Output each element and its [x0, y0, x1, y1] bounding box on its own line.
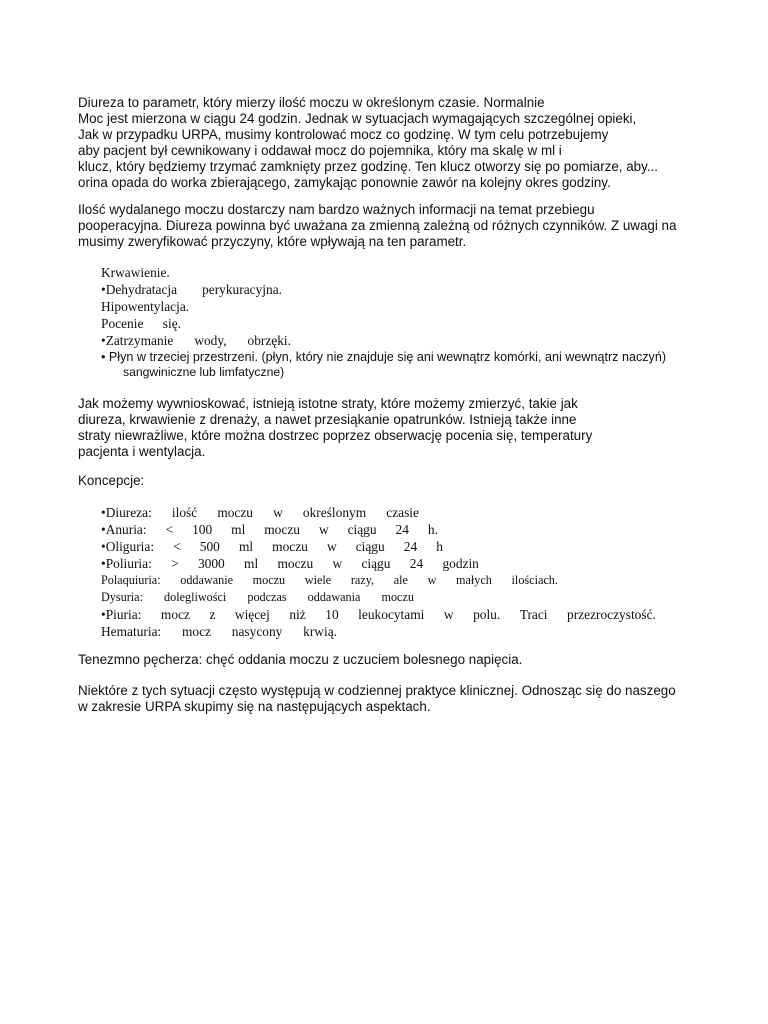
- word: mocz: [182, 624, 212, 639]
- word: h.: [427, 522, 438, 537]
- concept-piuria: [101, 606, 656, 623]
- word: z: [209, 607, 216, 622]
- word: małych: [456, 573, 492, 587]
- word: moczu: [252, 573, 286, 587]
- word: Hematuria:: [101, 624, 162, 639]
- word: czasie: [386, 505, 419, 520]
- list-item: [101, 315, 181, 332]
- word: oddawanie: [180, 573, 234, 587]
- word: Traci: [519, 607, 548, 622]
- text-line: Tenezmno pęcherza: chęć oddania moczu z uczuciem bolesnego napięcia.: [78, 652, 523, 667]
- word: 24: [409, 556, 424, 571]
- text-line: pooperacyjna. Diureza powinna być uważana za zmienną zależną od różnych czynników. Z uwagi na: [78, 218, 677, 233]
- word: ilość: [171, 505, 198, 520]
- causes-list: [101, 264, 721, 380]
- word: 24: [395, 522, 409, 537]
- text-line: klucz, który będziemy trzymać zamknięty przez godzinę. Ten klucz otworzy się po pomiarze, aby...: [78, 159, 658, 174]
- text-line: Jak możemy wywnioskować, istnieją istotne straty, które możemy zmierzyć, takie jak: [78, 396, 578, 411]
- word: Dysuria:: [101, 590, 143, 604]
- word: •Oliguria:: [101, 539, 155, 554]
- word: krwią.: [303, 624, 337, 639]
- word: w: [332, 556, 343, 571]
- word: niż: [289, 607, 306, 622]
- text-line: aby pacjent był cewnikowany i oddawał mocz do pojemnika, który ma skalę w ml i: [78, 143, 562, 158]
- word: ciągu: [355, 539, 385, 554]
- text-line: Niektóre z tych sytuacji często występują w codziennej praktyce klinicznej. Odnosząc się do naszego: [78, 683, 676, 698]
- concept-oliguria: [101, 538, 443, 555]
- word: <: [173, 539, 181, 554]
- concept-polaquiuria: [101, 572, 558, 589]
- word: godzin: [442, 556, 479, 571]
- word: moczu: [264, 522, 300, 537]
- list-item: [101, 281, 282, 298]
- word: Pocenie: [101, 316, 144, 331]
- word: ml: [244, 556, 259, 571]
- word: moczu: [217, 505, 254, 520]
- text-line: Jak w przypadku URPA, musimy kontrolować mocz co godzinę. W tym celu potrzebujemy: [78, 127, 609, 142]
- concepts-list: [101, 504, 721, 640]
- concept-hematuria: [101, 623, 337, 640]
- word: ilościach.: [511, 573, 558, 587]
- text-line: Ilość wydalanego moczu dostarczy nam bardzo ważnych informacji na temat przebiegu: [78, 202, 595, 217]
- concept-anuria: [101, 521, 438, 538]
- text-line: pacjenta i wentylacja.: [78, 444, 206, 459]
- word: •Dehydratacja: [101, 282, 178, 297]
- word: w: [427, 573, 437, 587]
- word: razy,: [350, 573, 375, 587]
- text-line: Moc jest mierzona w ciągu 24 godzin. Jednak w sytuacjach wymagających szczególnej opieki,: [78, 111, 637, 126]
- list-item: Krwawienie.: [101, 265, 170, 280]
- word: w: [273, 505, 283, 520]
- word: 24: [403, 539, 418, 554]
- word: w: [443, 607, 454, 622]
- word: •Diureza:: [101, 505, 152, 520]
- word: 10: [325, 607, 339, 622]
- word: moczu: [277, 556, 314, 571]
- word: obrzęki.: [247, 333, 291, 348]
- word: wiele: [304, 573, 332, 587]
- text-line: Diureza to parametr, który mierzy ilość moczu w określonym czasie. Normalnie: [78, 95, 545, 110]
- paragraph-losses: [78, 396, 718, 460]
- text-line: straty niewrażliwe, które można dostrzec poprzez obserwację pocenia się, temperatury: [78, 428, 593, 443]
- text-line: diureza, krwawienie z drenaży, a nawet przesiąkanie opatrunków. Istnieją także inne: [78, 412, 577, 427]
- list-item: • Płyn w trzeciej przestrzeni. (płyn, który nie znajduje się ani wewnątrz komórki, ani wewnątrz naczyń) sangwiniczne lub limfatyczne): [101, 350, 667, 379]
- word: perykuracyjna.: [202, 282, 282, 297]
- word: ciągu: [347, 522, 377, 537]
- word: leukocytami: [358, 607, 425, 622]
- word: •Zatrzymanie: [101, 333, 174, 348]
- paragraph-postoperative: [78, 202, 718, 250]
- concept-dysuria: [101, 589, 414, 606]
- text-line: musimy zweryfikować przyczyny, które wpływają na ten parametr.: [78, 234, 467, 249]
- word: podczas: [247, 590, 287, 604]
- word: ml: [231, 522, 246, 537]
- word: •Poliuria:: [101, 556, 152, 571]
- word: wody,: [194, 333, 227, 348]
- word: •Anuria:: [101, 522, 147, 537]
- concept-poliuria: [101, 555, 479, 572]
- paragraph-clinical-practice: [78, 683, 718, 715]
- word: polu.: [473, 607, 501, 622]
- paragraph-tenesmus: [78, 652, 718, 668]
- word: się.: [162, 316, 181, 331]
- word: mocz: [160, 607, 190, 622]
- word: oddawania: [307, 590, 361, 604]
- word: 100: [192, 522, 213, 537]
- word: w: [318, 522, 329, 537]
- word: moczu: [381, 590, 414, 604]
- word: Polaquiuria:: [101, 573, 161, 587]
- word: <: [165, 522, 174, 537]
- word: nasycony: [231, 624, 283, 639]
- word: ciągu: [361, 556, 391, 571]
- word: >: [171, 556, 179, 571]
- word: moczu: [272, 539, 308, 554]
- list-item: [101, 332, 291, 349]
- word: h: [436, 539, 443, 554]
- concept-diureza: [101, 504, 419, 521]
- word: 3000: [197, 556, 225, 571]
- word: ale: [393, 573, 408, 587]
- list-item: Hipowentylacja.: [101, 299, 190, 314]
- word: w: [326, 539, 337, 554]
- word: przezroczystość.: [567, 607, 656, 622]
- word: 500: [199, 539, 220, 554]
- text-line: orina opada do worka zbierającego, zamykając ponownie zawór na kolejny okres godziny.: [78, 175, 611, 190]
- word: dolegliwości: [164, 590, 227, 604]
- concepts-heading: Koncepcje:: [78, 473, 145, 488]
- word: ml: [238, 539, 254, 554]
- paragraph-diuresis-intro: [78, 95, 718, 191]
- word: •Piuria:: [101, 607, 142, 622]
- word: więcej: [234, 607, 270, 622]
- text-line: w zakresie URPA skupimy się na następujących aspektach.: [78, 699, 431, 714]
- word: określonym: [302, 505, 367, 520]
